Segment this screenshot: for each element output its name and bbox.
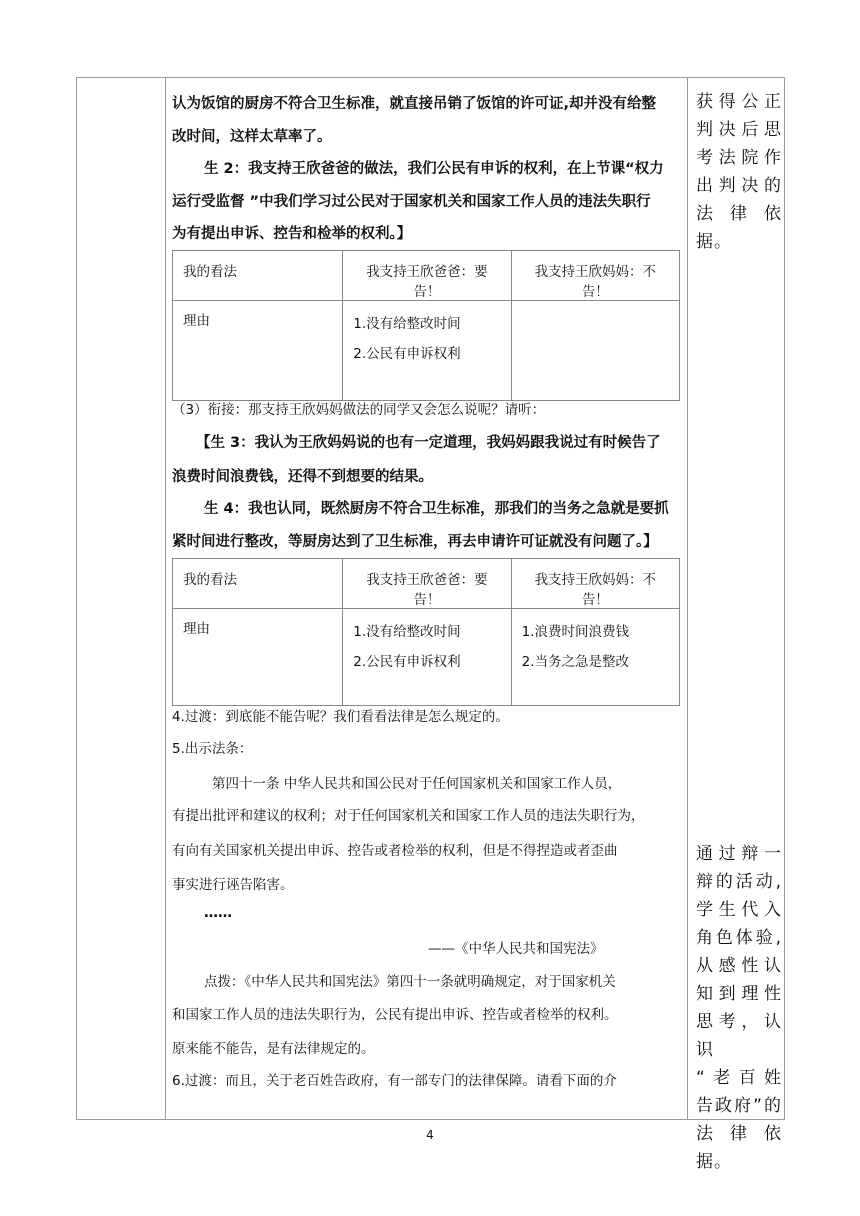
paragraph-line: 原来能不能告，是有法律规定的。 — [172, 1041, 375, 1057]
paragraph-line: 为有提出申诉、控告和检举的权利。】 — [172, 226, 412, 242]
page-number: 4 — [426, 1128, 434, 1142]
table-row-label: 理由 — [173, 609, 343, 706]
law-text-line: 有提出批评和建议的权利；对于任何国家机关和国家工作人员的违法失职行为， — [172, 808, 645, 824]
paragraph-line: 4.过渡：到底能不能告呢？我们看看法律是怎么规定的。 — [172, 709, 509, 725]
table-header-cell: 我支持王欣妈妈：不告！ — [511, 559, 679, 609]
paragraph-line: 5.出示法条： — [172, 741, 253, 757]
table-header-cell: 我支持王欣爸爸：要告！ — [343, 251, 511, 301]
paragraph-line: 紧时间进行整改，等厨房达到了卫生标准，再去申请许可证就没有问题了。】 — [172, 534, 658, 550]
law-text-line: 有向有关国家机关提出申诉、控告或者检举的权利，但是不得捏造或者歪曲 — [172, 843, 618, 859]
law-source: ——《中华人民共和国宪法》 — [428, 941, 604, 957]
table-header-cell: 我支持王欣爸爸：要告！ — [343, 559, 511, 609]
opinion-table-1 — [172, 250, 680, 401]
paragraph-line: （3）衔接：那支持王欣妈妈做法的同学又会怎么说呢？请听： — [172, 402, 546, 418]
table-cell: 1.没有给整改时间 — [353, 624, 461, 640]
paragraph-line: 浪费时间浪费钱，还得不到想要的结果。 — [172, 469, 433, 485]
paragraph-line: 6.过渡：而且，关于老百姓告政府，有一部专门的法律保障。请看下面的介 — [172, 1073, 617, 1089]
paragraph-line: 改时间，这样太草率了。 — [172, 129, 332, 145]
law-text-line: 第四十一条 中华人民共和国公民对于任何国家机关和国家工作人员， — [212, 776, 622, 792]
table-cell: 1.没有给整改时间 — [353, 316, 461, 332]
paragraph-line: 认为饭馆的厨房不符合卫生标准，就直接吊销了饭馆的许可证,却并没有给整 — [172, 96, 657, 112]
table-cell: 1.浪费时间浪费钱 — [521, 624, 630, 640]
paragraph-line: 生 2：我支持王欣爸爸的做法，我们公民有申诉的权利，在上节课“权力 — [204, 161, 664, 177]
opinion-table-2 — [172, 558, 680, 706]
paragraph-line: 生 4：我也认同，既然厨房不符合卫生标准，那我们的当务之急就是要抓 — [204, 501, 669, 517]
paragraph-line: 运行受监督 ”中我们学习过公民对于国家机关和国家工作人员的违法失职行 — [172, 194, 651, 210]
design-intent-note-1: 获得公正 判决后思 考法院作 出判决的 法律依据。 — [696, 92, 782, 252]
design-intent-note-2: 通过辩一 辩的活动, 学生代入 角色体验, 从感性认 知到理性 思考，认识 “老百姓 告政府”的 法律依据。 — [696, 844, 782, 1172]
table-header-cell: 我的看法 — [173, 559, 343, 609]
table-cell: 2.当务之急是整改 — [521, 654, 630, 670]
table-header-cell: 我支持王欣妈妈：不告！ — [511, 251, 679, 301]
paragraph-line: 和国家工作人员的违法失职行为，公民有提出申诉、控告或者检举的权利。 — [172, 1007, 618, 1023]
ellipsis: …… — [204, 905, 232, 921]
paragraph-line: 点拨：《中华人民共和国宪法》第四十一条就明确规定，对于国家机关 — [204, 974, 616, 990]
table-row-label: 理由 — [173, 301, 343, 401]
table-cell: 2.公民有申诉权利 — [353, 346, 461, 362]
law-text-line: 事实进行诬告陷害。 — [172, 877, 294, 893]
table-cell: 2.公民有申诉权利 — [353, 654, 461, 670]
paragraph-line: 【生 3：我认为王欣妈妈说的也有一定道理，我妈妈跟我说过有时候告了 — [196, 435, 661, 451]
table-header-cell: 我的看法 — [173, 251, 343, 301]
